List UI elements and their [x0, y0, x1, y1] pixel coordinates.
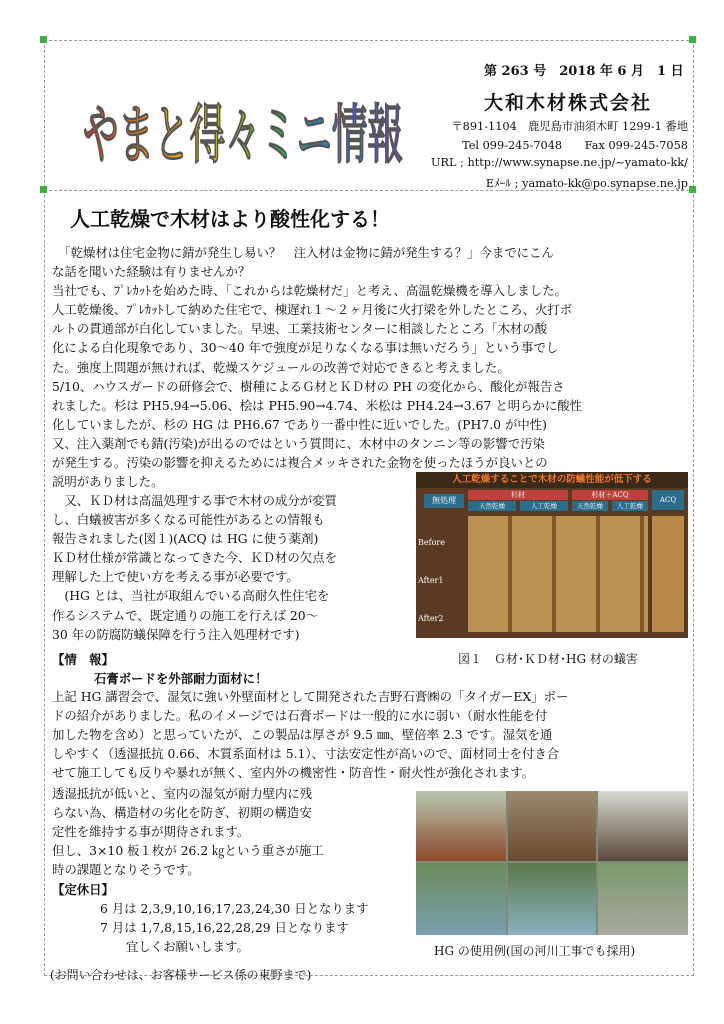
info-body-narrow	[52, 784, 412, 879]
article-headline: 人工乾燥で木材はより酸性化する！	[70, 207, 390, 231]
info-line: 定性を維持する事が期待されます。	[52, 824, 250, 840]
figure1-column: ACQ	[652, 490, 684, 510]
article-line: 30 年の防腐防蟻保障を行う注入処理材です)	[52, 626, 300, 642]
company-name: 大和木材株式会社	[484, 92, 653, 114]
photo-caption: HG の使用例(国の河川工事でも採用)	[434, 944, 636, 958]
photo-river-1	[416, 863, 506, 935]
article-line: 作るシステムで、既定通りの施工を行えば 20～	[52, 607, 319, 623]
company-tel-fax: Tel 099-245-7048 Fax 099-245-7058	[462, 139, 688, 152]
figure1-column: 無処理	[424, 494, 464, 508]
corner-marker	[40, 186, 47, 193]
article-line: 当社でも、ﾌﾟﾚｶｯﾄを始めた時、「これからは乾燥材だ」と考え、高温乾燥機を導入しました。	[52, 283, 567, 299]
article-line: し、白蟻被害が多くなる可能性があるとの情報も	[52, 512, 325, 528]
article-line: 又、注入薬剤でも錆(汚染)が出るのではという質問に、木材中のタンニン等の影響で汚染	[52, 435, 545, 451]
info-line: 上記 HG 講習会で、湿気に強い外壁面材として開発された吉野石膏㈱の「タイガーEX」ボー	[52, 689, 569, 704]
article-line: ＫＤ材仕様が常識となってきた今、ＫＤ材の欠点を	[52, 550, 337, 566]
figure1-caption: 図１ Ｇ材･ＫＤ材･HG 材の蟻害	[458, 652, 638, 666]
article-body	[52, 243, 692, 491]
info-line: 加した物を含め）と思っていたが、この製品は厚さが 9.5 ㎜、壁倍率 2.3 です。湿気を通	[52, 727, 553, 743]
article-line: 報告されました(図１)(ACQ は HG に使う薬剤)	[52, 531, 319, 547]
info-line: 透湿抵抗が低いと、室内の湿気が耐力壁内に残	[52, 786, 313, 801]
photo-deck	[416, 791, 506, 861]
article-line: (HG とは、当社が取組んでいる高耐久性住宅を	[52, 588, 330, 604]
info-subheading: 石膏ボードを外部耐力面材に！	[94, 671, 268, 686]
article-line: れました。杉は PH5.94→5.06、桧は PH5.90→4.74、米松は PH4.24→3.67 と明らかに酸性	[52, 397, 583, 413]
info-line: 但し、3×10 板１枚が 26.2 ㎏という重さが施工	[52, 843, 324, 859]
holiday-line: 6 月は 2,3,9,10,16,17,23,24,30 日となります	[100, 901, 369, 916]
photo-river-2	[508, 863, 596, 935]
info-line: せて施工しても反りや暴れが無く、室内外の機密性・防音性・耐火性が強化されます。	[52, 765, 534, 781]
article-line: 人工乾燥後、ﾌﾟﾚｶｯﾄして納めた住宅で、棟遅れ１～２ヶ月後に火打梁を外したところ、火打ボ	[52, 302, 573, 318]
article-line: た。強度上問題が無ければ、乾燥スケジュールの改善で対応できると考えました。	[52, 359, 510, 375]
photo-walkway	[508, 791, 596, 861]
info-line: 時の課題となりそうです。	[52, 862, 200, 878]
info-line: ドの紹介がありました。私のイメージでは石膏ボードは一般的に水に弱い（耐水性能を付	[52, 708, 548, 724]
holiday-line: 宜しくお願いします。	[126, 939, 249, 955]
photo-house	[598, 791, 688, 861]
logo-text: やまと得々ミニ情報	[83, 99, 403, 173]
info-line: しやすく（透湿抵抗 0.66、木質系面材は 5.1）、寸法安定性が高いので、面材同士を付き合	[52, 746, 560, 762]
figure1-column: 杉材	[468, 490, 568, 500]
holiday-line: 7 月は 1,7,8,15,16,22,28,29 日となります	[100, 920, 349, 936]
info-line: らない為、構造材の劣化を防ぎ、初期の構造安	[52, 805, 312, 821]
holiday-heading: 【定休日】	[52, 882, 114, 897]
article-line: ルトの貫通部が白化していました。早速、工業技術センターに相談したところ「木材の酸	[52, 321, 548, 337]
company-email[interactable]: Eﾒｰﾙ ; yamato-kk@po.synapse.ne.jp	[485, 177, 688, 190]
figure1-subcolumn: 人工乾燥	[612, 501, 648, 511]
figure1-column: 杉材＋ACQ	[572, 490, 648, 500]
article-line: が発生する。汚染の影響を抑えるためには複合メッキされた金物を使ったほうが良いとの	[52, 455, 548, 471]
corner-marker	[689, 36, 696, 43]
article-line: 化していましたが、杉の HG は PH6.67 であり一番中性に近いでした。(PH7.0 が中性)	[52, 416, 547, 432]
figure1-subcolumn: 天然乾燥	[572, 501, 608, 511]
issue-number: 第 263 号 2018 年 6 月 1 日	[484, 64, 684, 79]
termite-damage-photo	[416, 472, 688, 638]
article-line: 「乾燥材は住宅金物に錆が発生し易い？ 注入材は金物に錆が発生する？」今までにこん	[52, 245, 554, 260]
article-line: 理解した上で使い方を考える事が必要です。	[52, 569, 299, 585]
footer-contact: (お問い合わせは、お客様サービス係の東野まで)	[50, 968, 312, 982]
info-body	[52, 687, 692, 782]
holiday-body	[100, 899, 420, 956]
article-line: 又、ＫＤ材は高温処理する事で木材の成分が変質	[52, 493, 337, 508]
company-url[interactable]: URL ; http://www.synapse.ne.jp/~yamato-kk/	[430, 156, 688, 169]
newsletter-logo	[78, 52, 408, 190]
article-line: 化による白化現象であり、30～40 年で強度が足りなくなる事は無いだろう」という事でし	[52, 340, 559, 356]
corner-marker	[689, 186, 696, 193]
figure1-subcolumn: 人工乾燥	[520, 501, 568, 511]
article-line: 説明がありました。	[52, 474, 164, 490]
figure1-row: After1	[418, 576, 444, 585]
hg-usage-photos	[416, 791, 688, 935]
corner-marker	[40, 36, 47, 43]
photo-river-3	[598, 863, 688, 935]
wood-sample-acq	[652, 516, 684, 632]
article-line: 5/10、ハウスガードの研修会で、樹種によるＧ材とＫＤ材の PH の変化から、酸化が報告さ	[52, 378, 565, 394]
figure1-subcolumn: 天然乾燥	[468, 501, 516, 511]
figure1-row: Before	[418, 538, 445, 547]
figure1-title: 人工乾燥することで木材の防蟻性能が低下する	[416, 472, 688, 488]
article-body-narrow	[52, 491, 412, 644]
figure1-row: After2	[418, 614, 444, 623]
info-heading: 【情 報】	[52, 652, 114, 667]
company-address: 〒891-1104 鹿児島市油須木町 1299-1 番地	[451, 120, 688, 133]
wood-sample-grid	[468, 516, 648, 632]
article-line: な話を聞いた経験は有りませんか？	[52, 264, 251, 280]
